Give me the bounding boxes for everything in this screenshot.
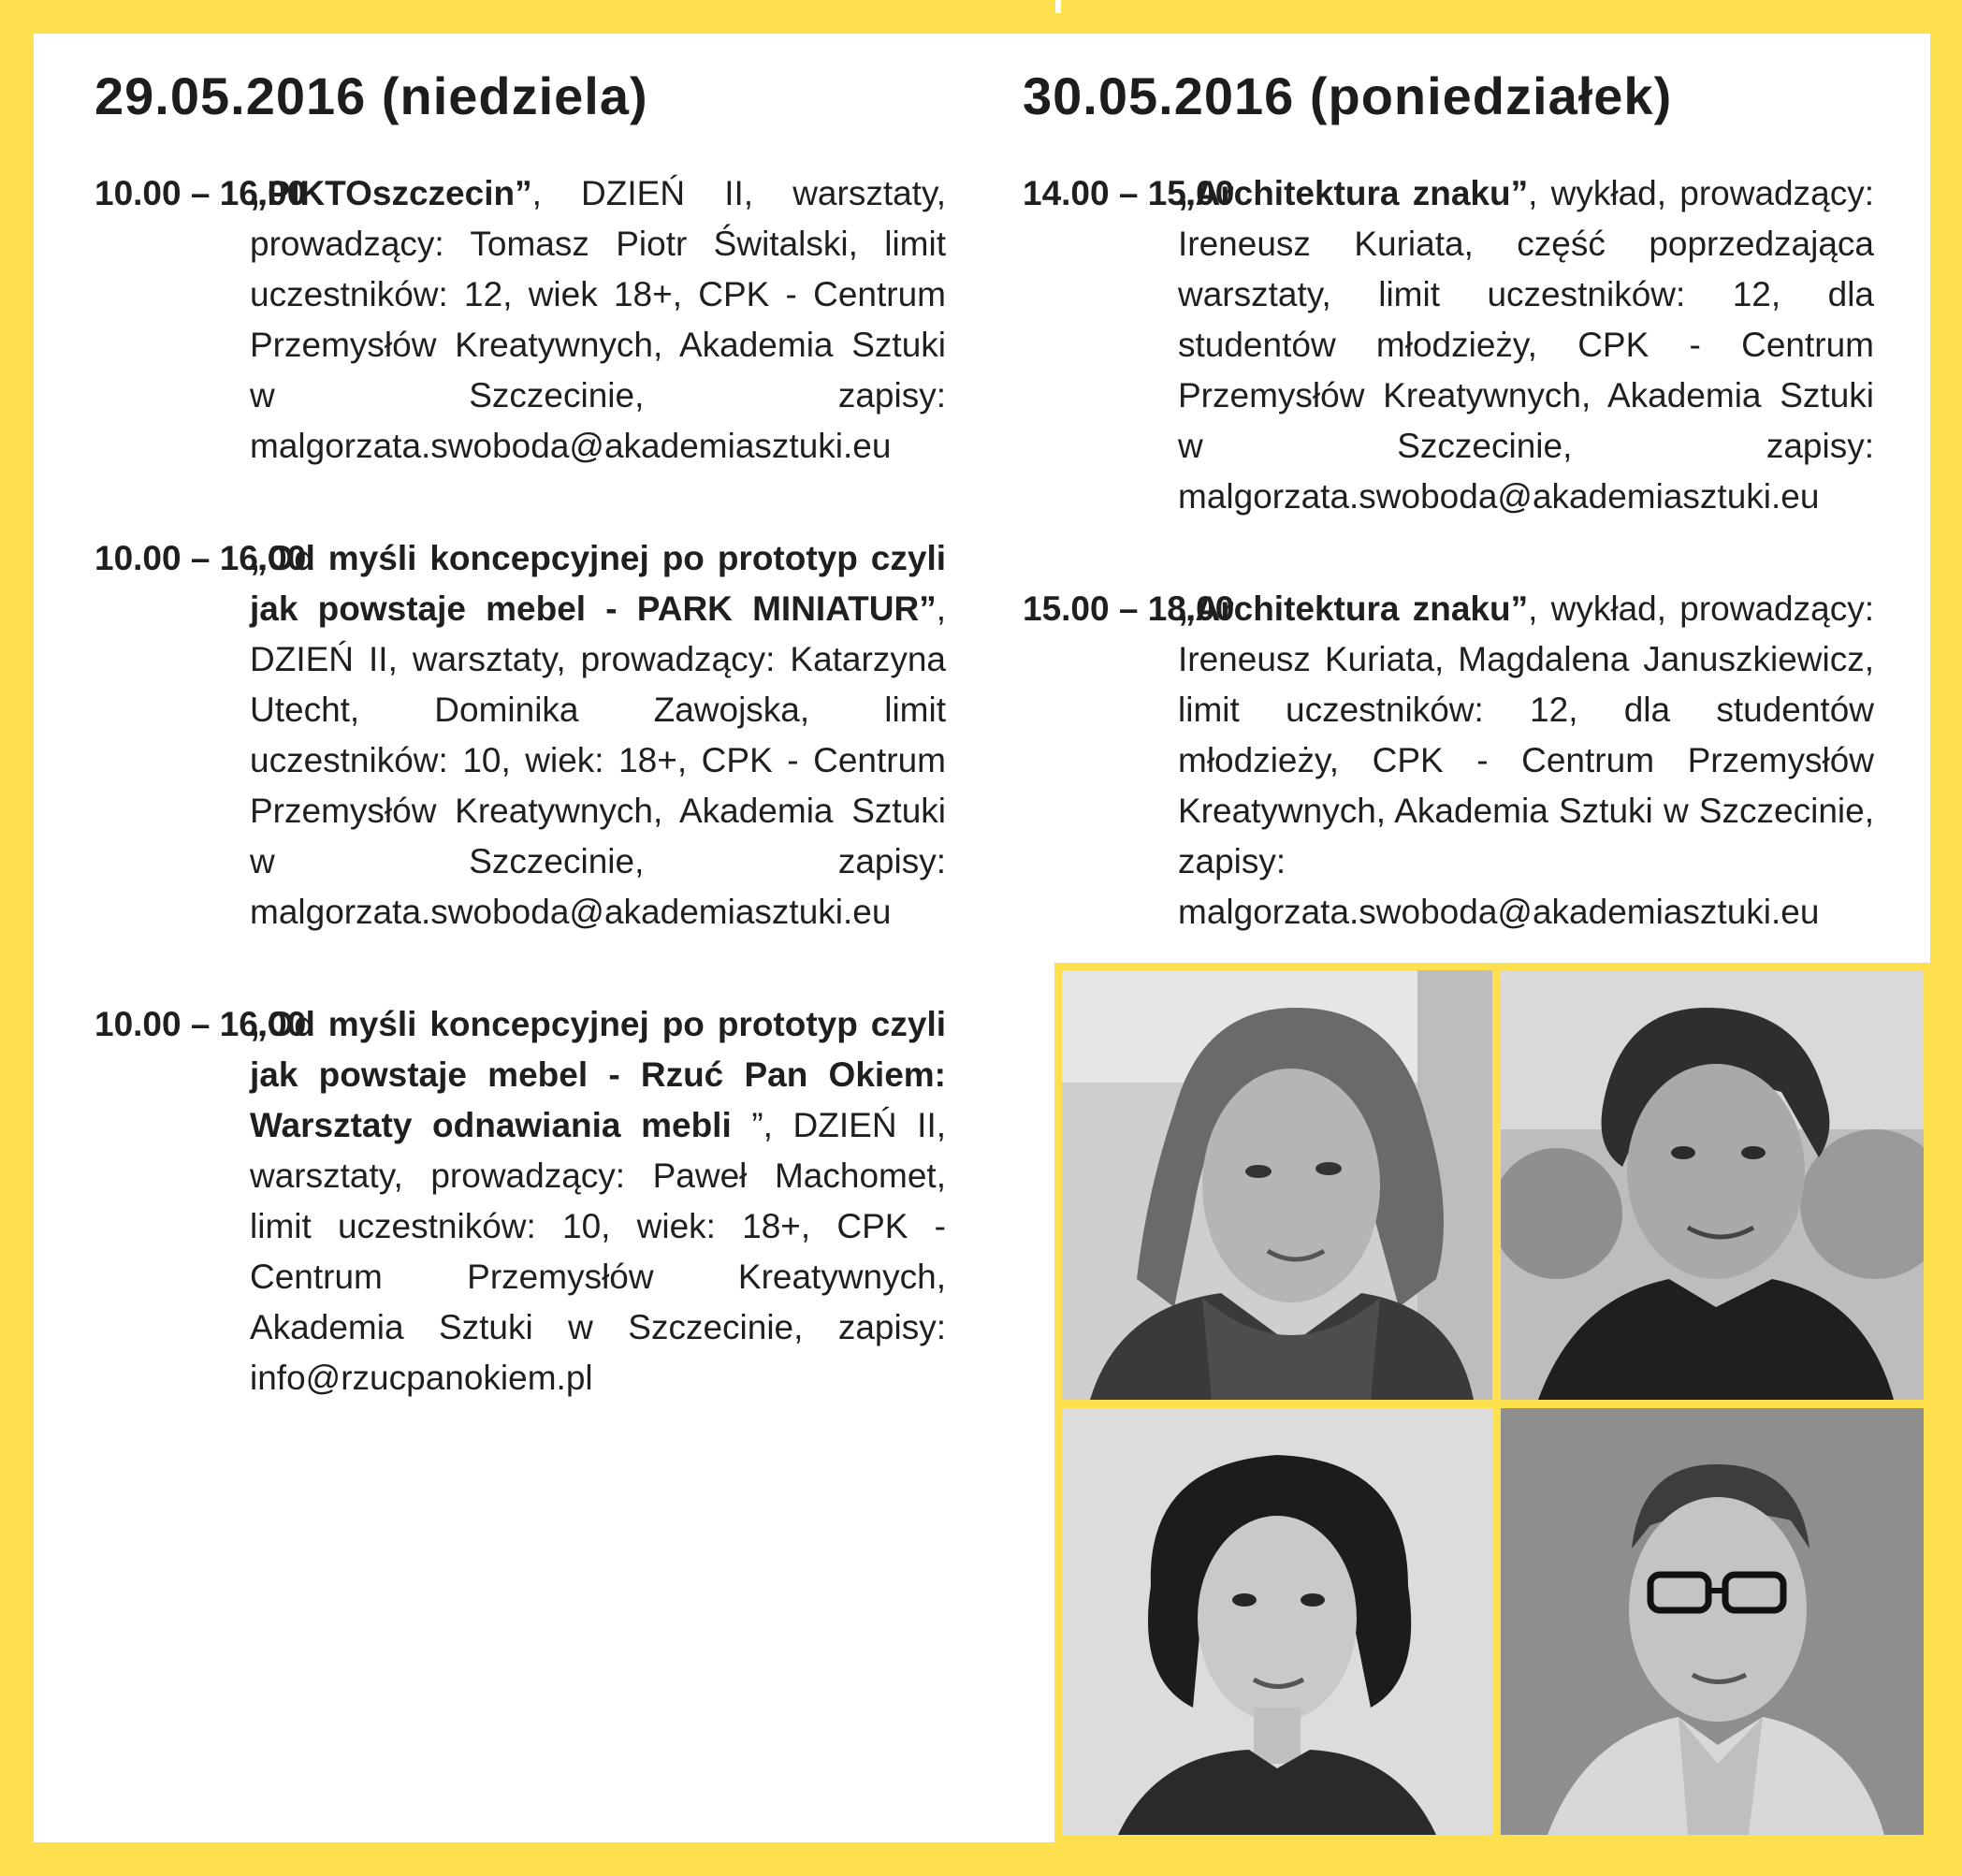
event-time: 15.00 – 18.00: [1023, 589, 1235, 628]
event-title: „PIKTOszczecin”: [250, 174, 532, 212]
speaker-photo-grid: [1054, 963, 1931, 1842]
frame-notch-left: [1055, 0, 1061, 13]
event-description: [1178, 584, 1874, 938]
day1-heading: 29.05.2016 (niedziela): [94, 66, 648, 125]
event-rzuc-pan-okiem: [94, 999, 946, 1403]
event-title: „Architektura znaku”: [1178, 589, 1529, 628]
event-architektura-znaku-lecture: [1023, 168, 1874, 522]
event-piktoszczecin: [94, 168, 946, 472]
event-description: [1178, 168, 1874, 522]
event-architektura-znaku-workshop: [1023, 584, 1874, 938]
speaker-photo-man-1: [1501, 970, 1924, 1400]
event-title: „Od myśli koncepcyjnej po prototyp czyli jak powstaje mebel - Rzuć Pan Okiem: Warsztaty odnawiania mebli: [250, 1005, 946, 1144]
event-description: [250, 533, 946, 938]
day1-events: [94, 168, 946, 1465]
event-details: ”, DZIEŃ II, warsztaty, prowadzący: Paweł Machomet, limit uczestników: 10, wiek: 18+, CPK - Centrum Przemysłów Kreatywnych, Akademia Sztuki w Szczecinie, zapisy: info@rzucpanokiem.pl: [250, 1106, 946, 1397]
event-description: [250, 999, 946, 1403]
event-details: , wykład, prowadzący: Ireneusz Kuriata, Magdalena Januszkiewicz, limit uczestników: 12, dla studentów młodzieży, CPK - Centrum Przemysłów Kreatywnych, Akademia Sztuki w Szczecinie, zapisy: malgorzata.swoboda@akademiasztuki.eu: [1178, 589, 1874, 931]
event-title: „Od myśli koncepcyjnej po prototyp czyli jak powstaje mebel - PARK MINIATUR”: [250, 539, 946, 628]
speaker-photo-woman-2: [1062, 1408, 1492, 1835]
event-details: , DZIEŃ II, warsztaty, prowadzący: Tomasz Piotr Świtalski, limit uczestników: 12, wiek 18+, CPK - Centrum Przemysłów Kreatywnych, Akademia Sztuki w Szczecinie, zapisy: malgorzata.swoboda@akademiasztuki.eu: [250, 174, 946, 465]
event-time: 10.00 – 16.00: [94, 174, 307, 212]
speaker-photo-woman-1: [1062, 970, 1492, 1400]
day2-heading: 30.05.2016 (poniedziałek): [1023, 66, 1673, 125]
event-details: , DZIEŃ II, warsztaty, prowadzący: Katarzyna Utecht, Dominika Zawojska, limit uczestników: 10, wiek: 18+, CPK - Centrum Przemysłów Kreatywnych, Akademia Sztuki w Szczecinie, zapisy: malgorzata.swoboda@akademiasztuki.eu: [250, 589, 946, 931]
event-details: , wykład, prowadzący: Ireneusz Kuriata, część poprzedzająca warsztaty, limit uczestników: 12, dla studentów młodzieży, CPK - Centrum Przemysłów Kreatywnych, Akademia Sztuki w Szczecinie, zapisy: malgorzata.swoboda@akademiasztuki.eu: [1178, 174, 1874, 516]
speaker-photo-man-2: [1501, 1408, 1924, 1835]
event-title: „Architektura znaku”: [1178, 174, 1529, 212]
day2-events: [1023, 168, 1874, 999]
event-park-miniatur: [94, 533, 946, 938]
event-time: 10.00 – 16.00: [94, 1005, 307, 1043]
event-description: [250, 168, 946, 472]
event-time: 10.00 – 16.00: [94, 539, 307, 577]
event-time: 14.00 – 15.00: [1023, 174, 1235, 212]
